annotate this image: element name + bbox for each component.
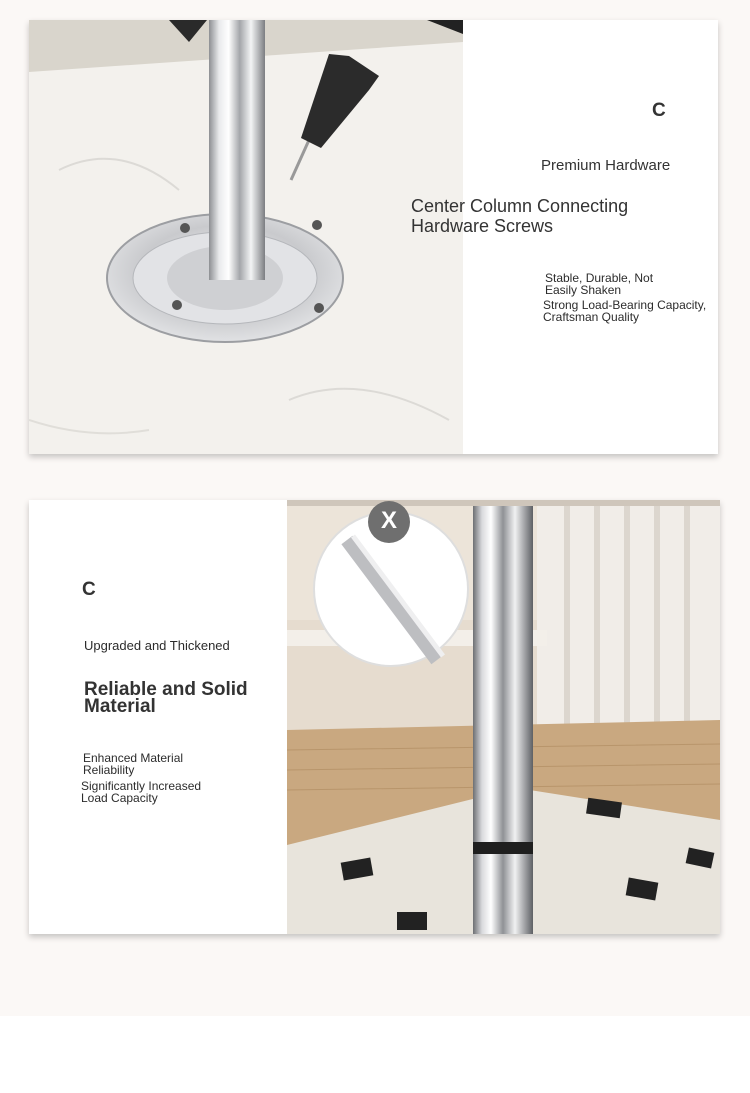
hardware-card <box>29 20 718 454</box>
material-card <box>29 500 720 934</box>
feature-text-1: Enhanced Material Reliability <box>83 751 184 777</box>
feature-text-1: Stable, Durable, Not Easily Shaken <box>545 271 654 297</box>
section-subtitle: Premium Hardware <box>541 157 671 174</box>
column-photo <box>287 500 720 934</box>
section-badge: C <box>652 100 666 121</box>
section-subtitle: Upgraded and Thickened <box>84 638 230 653</box>
close-marker-icon: X <box>380 507 397 534</box>
column-illustration <box>287 500 720 934</box>
section-headline: Reliable and Solid Material <box>84 679 248 717</box>
base-plate-illustration <box>29 20 463 454</box>
section-badge: C <box>82 579 96 600</box>
feature-text-2: Significantly Increased Load Capacity <box>81 779 202 805</box>
footer-band <box>0 1016 750 1093</box>
base-plate-photo <box>29 20 463 454</box>
feature-text-2: Strong Load-Bearing Capacity, Craftsman Quality <box>543 298 707 324</box>
section-headline: Center Column Connecting Hardware Screws <box>411 196 629 236</box>
